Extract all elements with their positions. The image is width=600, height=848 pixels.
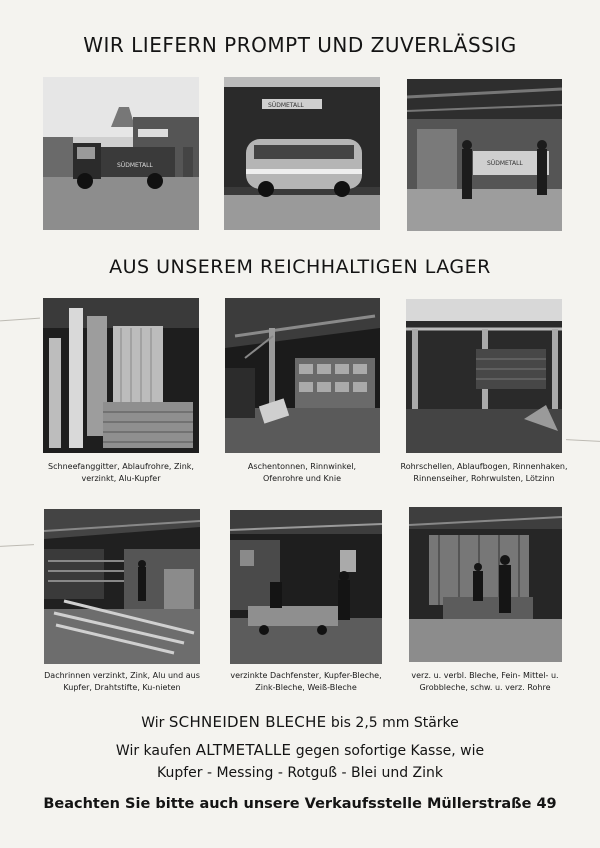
text-part: Wir kaufen [115,743,196,759]
caption-6 [395,670,575,694]
caption-4 [32,670,212,694]
caption-line: Schneefanggitter, Ablaufrohre, Zink, [48,462,194,471]
caption-line: verz. u. verbl. Bleche, Fein- Mittel- u. [411,671,559,680]
cutting-sheets-line [0,713,600,731]
caption-1 [31,461,211,485]
middle-heading: AUS UNSEREM REICHHALTIGEN LAGER [109,256,491,278]
text-emphasis: SCHNEIDEN BLECHE [168,713,327,731]
caption-line: verzinkt, Alu-Kupfer [81,474,161,483]
caption-line: Ofenrohre und Knie [263,474,341,483]
caption-line: Rinnenseiher, Rohrwulsten, Lötzinn [413,474,555,483]
caption-line: Grobbleche, schw. u. verz. Rohre [419,683,551,692]
caption-line: Kupfer, Drahtstifte, Ku-nieten [63,683,181,692]
photo-van-garage [224,77,380,230]
text-emphasis: ALTMETALLE [195,741,292,759]
paper-crease [0,318,40,322]
shop-sign: SÜDMETALL [487,160,523,167]
truck-sign: SÜDMETALL [117,162,153,169]
text-part: gegen sofortige Kasse, wie [291,743,485,759]
photo-sheet-metal-workers [230,510,382,664]
photo-ash-bins-stovepipes [225,298,380,453]
caption-line: Rohrschellen, Ablaufbogen, Rinnenhaken, [400,462,568,471]
photo-pipe-clamps-storage [406,299,562,453]
photo-shop-interior [407,79,562,231]
caption-5 [216,670,396,694]
building-sign: SÜDMETALL [268,102,304,109]
caption-2 [212,461,392,485]
caption-line: Dachrinnen verzinkt, Zink, Alu und aus [44,671,200,680]
scrap-metal-line [0,741,600,759]
caption-3 [394,461,574,485]
photo-delivery-truck [43,77,199,230]
caption-line: verzinkte Dachfenster, Kupfer-Bleche, [230,671,382,680]
text-part: bis 2,5 mm Stärke [326,715,459,731]
photo-snow-guards-pipes [43,298,199,453]
paper-crease [0,544,34,547]
photo-gutters-rack [44,509,200,664]
caption-line: Aschentonnen, Rinnwinkel, [247,462,357,471]
photo-sheet-storage-workers [409,507,562,662]
caption-line: Zink-Bleche, Weiß-Bleche [255,683,357,692]
metals-list-line: Kupfer - Messing - Rotguß - Blei und Zink [156,765,444,781]
sales-office-line: Beachten Sie bitte auch unsere Verkaufsstelle Müllerstraße 49 [43,796,557,812]
text-part: Wir [141,715,169,731]
top-heading: WIR LIEFERN PROMPT UND ZUVERLÄSSIG [83,33,517,57]
paper-crease [566,439,600,442]
